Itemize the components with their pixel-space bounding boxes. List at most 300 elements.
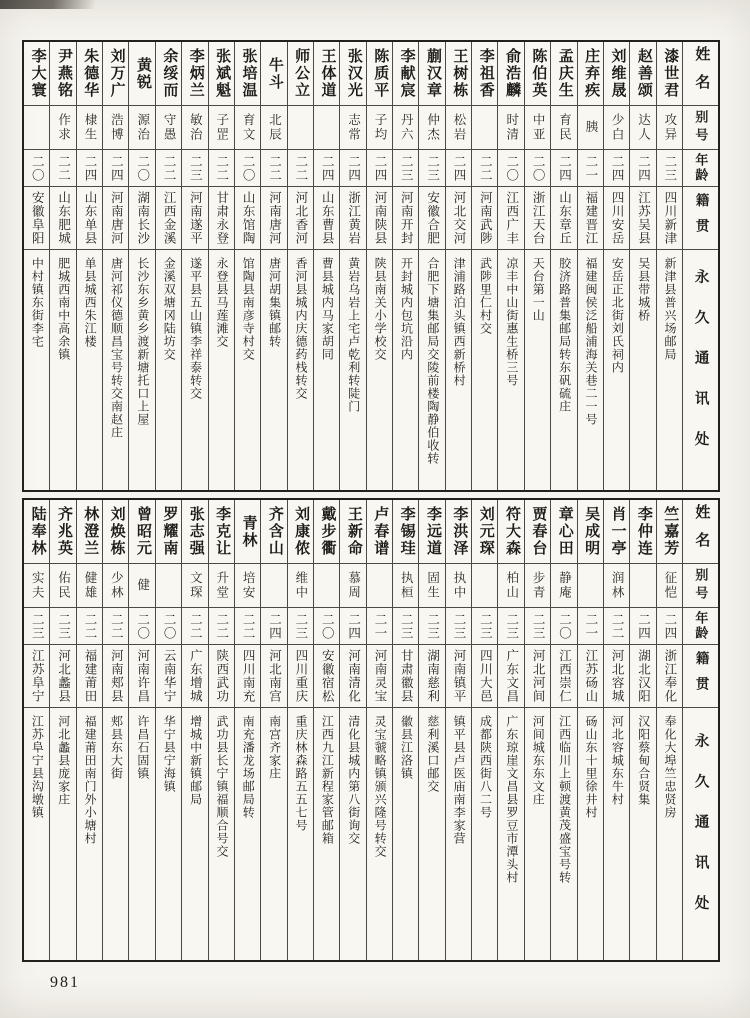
- entry-address: 香河县城内庆德药栈转交: [294, 257, 309, 400]
- entry-name: 朱德华: [77, 42, 102, 106]
- entry-origin: 湖南长沙: [129, 187, 154, 250]
- entry-origin: 江苏阜宁: [24, 645, 49, 708]
- entry-address: 徽县江洛镇: [399, 715, 414, 780]
- directory-entry-column: [155, 500, 181, 960]
- header-alias: 别号: [683, 106, 718, 150]
- directory-entry-column: [234, 500, 260, 960]
- entry-age: 二二: [209, 150, 234, 187]
- entry-origin: 河南陕县: [367, 187, 392, 250]
- directory-entry-column: [524, 500, 550, 960]
- entry-alias: 静庵: [551, 564, 576, 608]
- entry-name: 刘焕栋: [103, 500, 128, 564]
- entry-age: 二四: [657, 608, 682, 645]
- directory-entry-column: [24, 42, 49, 490]
- entry-address: 永登县马莲滩交: [214, 257, 229, 348]
- entry-address: 单县城西朱江楼: [83, 257, 98, 348]
- entry-name: 张汉光: [340, 42, 365, 106]
- entry-address: 清化县城内第八街询交: [346, 715, 361, 845]
- entry-origin: 江西崇仁: [551, 645, 576, 708]
- entry-address: 许昌石固镇: [135, 715, 150, 780]
- directory-entry-column: [603, 42, 629, 490]
- entry-name: 青林: [235, 500, 260, 564]
- entry-address: 馆陶县南彦寺村交: [241, 257, 256, 361]
- entry-name: 肖一亭: [604, 500, 629, 564]
- entry-address: 镇平县卢医庙南李家营: [452, 715, 467, 845]
- entry-alias: 征恺: [657, 564, 682, 608]
- entry-address: 成都陕西街八二号: [478, 715, 493, 819]
- entry-origin: 山东曹县: [314, 187, 339, 250]
- entry-alias: [578, 564, 603, 608]
- entry-address: 河北容城东牛村: [610, 715, 625, 806]
- header-address: 永久通讯处: [692, 268, 709, 472]
- entry-address: 曹县城内马家胡同: [320, 257, 335, 361]
- table-header-column: [682, 500, 718, 960]
- entry-address: 津浦路泊头镇西新桥村: [452, 257, 467, 387]
- entry-alias: 维中: [288, 564, 313, 608]
- entry-name: 吴成明: [578, 500, 603, 564]
- entry-address: 江西临川上顿渡黄茂盛宝号转: [557, 715, 572, 884]
- entry-age: 二二: [182, 608, 207, 645]
- entry-origin: 山东馆陶: [235, 187, 260, 250]
- entry-origin: 四川新津: [657, 187, 682, 250]
- entry-alias: 执中: [446, 564, 471, 608]
- entry-alias: 攻异: [657, 106, 682, 150]
- directory-entry-column: [313, 500, 339, 960]
- entry-age: 二三: [525, 608, 550, 645]
- directory-entry-column: [471, 42, 497, 490]
- entry-address: 天台第一山: [531, 257, 546, 322]
- entry-name: 师公立: [288, 42, 313, 106]
- directory-entry-column: [208, 42, 234, 490]
- directory-entry-column: [339, 42, 365, 490]
- header-origin: 籍贯: [683, 187, 718, 250]
- entry-name: 刘万广: [103, 42, 128, 106]
- entry-origin: 四川南充: [235, 645, 260, 708]
- entry-origin: 福建晋江: [578, 187, 603, 250]
- entry-address: 福建闽侯泛船浦海关巷二一号: [583, 257, 598, 426]
- entry-origin: 江西广丰: [498, 187, 523, 250]
- entry-origin: 四川重庆: [288, 645, 313, 708]
- directory-entry-column: [366, 42, 392, 490]
- entry-alias: [630, 564, 655, 608]
- entry-age: 二〇: [156, 608, 181, 645]
- entry-origin: 湖南慈利: [419, 645, 444, 708]
- entry-name: 李仲连: [630, 500, 655, 564]
- entry-alias: 棣生: [77, 106, 102, 150]
- entry-name: 贾春台: [525, 500, 550, 564]
- entry-alias: 丹六: [393, 106, 418, 150]
- entry-age: 二二: [261, 150, 286, 187]
- entry-name: 陈伯英: [525, 42, 550, 106]
- entry-age: 二四: [446, 150, 471, 187]
- entry-alias: 少白: [604, 106, 629, 150]
- entry-address: 广东琼崖文昌县罗豆市潭头村: [504, 715, 519, 884]
- entry-address: 唐河胡集镇邮转: [267, 257, 282, 348]
- entry-address: 遂平县五山镇李祥泰转交: [188, 257, 203, 400]
- directory-entry-column: [128, 500, 154, 960]
- entry-alias: 仲杰: [419, 106, 444, 150]
- entry-address: 肥城西南中高余镇: [56, 257, 71, 361]
- entry-origin: 河北交河: [446, 187, 471, 250]
- entry-age: 二二: [288, 150, 313, 187]
- entry-origin: 广东增城: [182, 645, 207, 708]
- entry-name: 蒯汉章: [419, 42, 444, 106]
- entry-name: 牛斗: [261, 42, 286, 106]
- entry-name: 章心田: [551, 500, 576, 564]
- entry-age: 二四: [103, 150, 128, 187]
- entry-origin: 陕西武功: [209, 645, 234, 708]
- directory-entry-column: [577, 500, 603, 960]
- directory-entry-column: [550, 42, 576, 490]
- entry-alias: 升堂: [209, 564, 234, 608]
- header-address: 永久通讯处: [692, 732, 709, 936]
- entry-alias: 实夫: [24, 564, 49, 608]
- entry-address: 郏县东大街: [109, 715, 124, 780]
- entry-age: 二三: [472, 608, 497, 645]
- entry-age: 二二: [156, 150, 181, 187]
- entry-origin: 山东单县: [77, 187, 102, 250]
- entry-alias: 润林: [604, 564, 629, 608]
- directory-entry-column: [550, 500, 576, 960]
- entry-age: 二二: [235, 608, 260, 645]
- entry-address: 武陟里仁村交: [478, 257, 493, 335]
- entry-alias: 达人: [630, 106, 655, 150]
- entry-name: 刘维晟: [604, 42, 629, 106]
- entry-alias: [156, 564, 181, 608]
- entry-alias: [288, 106, 313, 150]
- entry-alias: [24, 106, 49, 150]
- entry-name: 尹燕铭: [50, 42, 75, 106]
- entry-origin: 安徽合肥: [419, 187, 444, 250]
- entry-alias: 松岩: [446, 106, 471, 150]
- entry-age: 二三: [393, 608, 418, 645]
- directory-entry-column: [181, 500, 207, 960]
- entry-address: 汉阳蔡甸合贤集: [636, 715, 651, 806]
- entry-name: 刘康侬: [288, 500, 313, 564]
- entry-origin: 河北香河: [288, 187, 313, 250]
- entry-name: 黄锐: [129, 42, 154, 106]
- entry-origin: 福建莆田: [77, 645, 102, 708]
- entry-origin: 浙江奉化: [657, 645, 682, 708]
- entry-age: 二二: [209, 608, 234, 645]
- header-name: 姓名: [683, 42, 718, 106]
- directory-entry-column: [392, 42, 418, 490]
- directory-entry-column: [366, 500, 392, 960]
- entry-name: 刘元琛: [472, 500, 497, 564]
- entry-address: 奉化大埠竺忠贤房: [663, 715, 678, 819]
- entry-origin: 广东文昌: [498, 645, 523, 708]
- entry-name: 李献宸: [393, 42, 418, 106]
- entry-address: 灵宝虢略镇颁兴隆号转交: [373, 715, 388, 858]
- entry-age: 二三: [419, 150, 444, 187]
- entry-address: 陕县南关小学校交: [373, 257, 388, 361]
- entry-age: 二三: [393, 150, 418, 187]
- entry-alias: 浩博: [103, 106, 128, 150]
- directory-entry-column: [313, 42, 339, 490]
- entry-name: 孟庆生: [551, 42, 576, 106]
- directory-table-bottom: [22, 498, 720, 962]
- entry-age: 二〇: [129, 150, 154, 187]
- entry-age: 二三: [657, 150, 682, 187]
- directory-entry-column: [287, 500, 313, 960]
- directory-entry-column: [260, 42, 286, 490]
- entry-name: 王树栋: [446, 42, 471, 106]
- header-age: 年龄: [683, 608, 718, 645]
- directory-entry-column: [49, 500, 75, 960]
- entry-alias: 培安: [235, 564, 260, 608]
- entry-origin: 河南唐河: [261, 187, 286, 250]
- entry-alias: 北辰: [261, 106, 286, 150]
- entry-name: 陈质平: [367, 42, 392, 106]
- entry-alias: 固生: [419, 564, 444, 608]
- entry-age: 二〇: [129, 608, 154, 645]
- entry-name: 漆世君: [657, 42, 682, 106]
- entry-alias: 文琛: [182, 564, 207, 608]
- entry-name: 张志强: [182, 500, 207, 564]
- entry-alias: 健: [129, 564, 154, 608]
- directory-entry-column: [234, 42, 260, 490]
- entry-name: 李克让: [209, 500, 234, 564]
- entry-origin: 江苏吴县: [630, 187, 655, 250]
- entry-alias: [314, 106, 339, 150]
- directory-entry-column: [102, 42, 128, 490]
- entry-address: 江西九江新程家管邮箱: [320, 715, 335, 845]
- entry-name: 竺嘉芳: [657, 500, 682, 564]
- entry-alias: 源治: [129, 106, 154, 150]
- entry-age: 二〇: [498, 150, 523, 187]
- directory-entry-column: [287, 42, 313, 490]
- entry-age: 二一: [578, 150, 603, 187]
- entry-name: 俞浩麟: [498, 42, 523, 106]
- entry-address: 开封城内包坑沿内: [399, 257, 414, 361]
- entry-address: 江苏阜宁县沟墩镇: [30, 715, 45, 819]
- entry-name: 李大寰: [24, 42, 49, 106]
- entry-age: 二四: [604, 150, 629, 187]
- entry-age: 二二: [103, 608, 128, 645]
- entry-age: 二四: [630, 608, 655, 645]
- entry-alias: 时清: [498, 106, 523, 150]
- entry-origin: 河南郏县: [103, 645, 128, 708]
- header-age: 年龄: [683, 150, 718, 187]
- directory-entry-column: [76, 42, 102, 490]
- entry-address: 福建莆田南门外小塘村: [83, 715, 98, 845]
- entry-age: 二三: [182, 150, 207, 187]
- directory-entry-column: [24, 500, 49, 960]
- directory-entry-column: [418, 42, 444, 490]
- entry-age: 二四: [340, 150, 365, 187]
- entry-age: 二四: [367, 150, 392, 187]
- entry-address: 河间城东东文庄: [531, 715, 546, 806]
- directory-entry-column: [418, 500, 444, 960]
- entry-address: 合肥下塘集邮局交陵前楼陶静伯收转: [425, 257, 440, 465]
- entry-alias: [472, 564, 497, 608]
- entry-origin: 河北容城: [604, 645, 629, 708]
- entry-age: 二三: [498, 608, 523, 645]
- directory-entry-column: [260, 500, 286, 960]
- entry-address: 黄岩乌岩上宅卢乾利转陡门: [346, 257, 361, 413]
- directory-entry-column: [392, 500, 418, 960]
- directory-entry-column: [656, 42, 682, 490]
- entry-name: 庄弃疾: [578, 42, 603, 106]
- directory-entry-column: [49, 42, 75, 490]
- entry-origin: 江西金溪: [156, 187, 181, 250]
- entry-address: 南充潘龙场邮局转: [241, 715, 256, 819]
- entry-age: 二〇: [24, 150, 49, 187]
- entry-address: 河北蠡县庞家庄: [56, 715, 71, 806]
- entry-origin: 河南武陟: [472, 187, 497, 250]
- entry-origin: 甘肃徽县: [393, 645, 418, 708]
- entry-address: 重庆林森路五五七号: [294, 715, 309, 832]
- entry-origin: 湖北汉阳: [630, 645, 655, 708]
- directory-entry-column: [471, 500, 497, 960]
- entry-address: 华宁县宁海镇: [162, 715, 177, 793]
- entry-origin: 江苏砀山: [578, 645, 603, 708]
- entry-name: 李祖香: [472, 42, 497, 106]
- entry-name: 齐兆英: [50, 500, 75, 564]
- entry-origin: 河北河间: [525, 645, 550, 708]
- entry-name: 陆奉林: [24, 500, 49, 564]
- entry-age: 二一: [367, 608, 392, 645]
- directory-entry-column: [128, 42, 154, 490]
- entry-name: 王体道: [314, 42, 339, 106]
- entry-age: 二〇: [551, 608, 576, 645]
- entry-address: 新津县普兴场邮局: [663, 257, 678, 361]
- directory-entry-column: [656, 500, 682, 960]
- entry-age: 二四: [261, 608, 286, 645]
- entry-age: 二三: [50, 608, 75, 645]
- entry-alias: 慕周: [340, 564, 365, 608]
- entry-origin: 河北蠡县: [50, 645, 75, 708]
- entry-alias: 敏治: [182, 106, 207, 150]
- entry-address: 金溪双塘冈陆坊交: [162, 257, 177, 361]
- entry-name: 符大森: [498, 500, 523, 564]
- header-alias: 别号: [683, 564, 718, 608]
- entry-origin: 云南华宁: [156, 645, 181, 708]
- entry-alias: 胰: [578, 106, 603, 150]
- entry-origin: 四川大邑: [472, 645, 497, 708]
- entry-age: 二三: [446, 608, 471, 645]
- directory-entry-column: [497, 42, 523, 490]
- directory-entry-column: [445, 500, 471, 960]
- entry-address: 增城中新镇邮局: [188, 715, 203, 806]
- entry-origin: 浙江天台: [525, 187, 550, 250]
- entry-name: 林澄兰: [77, 500, 102, 564]
- entry-name: 赵善颂: [630, 42, 655, 106]
- entry-address: 南宫齐家庄: [267, 715, 282, 780]
- entry-alias: 育文: [235, 106, 260, 150]
- directory-table-top: [22, 40, 720, 492]
- page-number: 981: [50, 974, 80, 991]
- entry-origin: 安徽宿松: [314, 645, 339, 708]
- entry-age: 二二: [50, 150, 75, 187]
- scan-corner-artifact: [0, 0, 95, 9]
- header-name: 姓名: [683, 500, 718, 564]
- entry-alias: 柏山: [498, 564, 523, 608]
- entry-address: 中村镇东街李宅: [30, 257, 45, 348]
- entry-origin: 山东肥城: [50, 187, 75, 250]
- entry-age: 二一: [578, 608, 603, 645]
- entry-alias: 佑民: [50, 564, 75, 608]
- entry-address: 武功县长宁镇福顺合号交: [214, 715, 229, 858]
- entry-name: 齐含山: [261, 500, 286, 564]
- directory-entry-column: [577, 42, 603, 490]
- entry-age: 二四: [630, 150, 655, 187]
- entry-name: 罗耀南: [156, 500, 181, 564]
- directory-entry-column: [603, 500, 629, 960]
- entry-alias: 育民: [551, 106, 576, 150]
- entry-name: 余绥而: [156, 42, 181, 106]
- entry-address: 吴县带城桥: [636, 257, 651, 322]
- entry-alias: 步青: [525, 564, 550, 608]
- entry-age: 二三: [24, 608, 49, 645]
- entry-address: 安岳正北街刘氏祠内: [610, 257, 625, 374]
- entry-alias: 守愚: [156, 106, 181, 150]
- entry-age: 二四: [77, 150, 102, 187]
- entry-alias: [261, 564, 286, 608]
- entry-origin: 河南清化: [340, 645, 365, 708]
- entry-age: 二〇: [314, 608, 339, 645]
- entry-alias: [314, 564, 339, 608]
- entry-origin: 四川安岳: [604, 187, 629, 250]
- directory-entry-column: [629, 500, 655, 960]
- entry-age: 二二: [604, 608, 629, 645]
- entry-address: 慈利溪口邮交: [425, 715, 440, 793]
- entry-name: 戴步衢: [314, 500, 339, 564]
- entry-name: 李炳兰: [182, 42, 207, 106]
- entry-name: 李洪泽: [446, 500, 471, 564]
- entry-alias: 中亚: [525, 106, 550, 150]
- entry-name: 王新命: [340, 500, 365, 564]
- entry-age: 二三: [288, 608, 313, 645]
- entry-name: 李锡珪: [393, 500, 418, 564]
- entry-age: 二四: [314, 150, 339, 187]
- entry-address: 砀山东十里徐井村: [583, 715, 598, 819]
- directory-entry-column: [76, 500, 102, 960]
- entry-origin: 甘肃永登: [209, 187, 234, 250]
- directory-entry-column: [181, 42, 207, 490]
- entry-alias: 志常: [340, 106, 365, 150]
- entry-name: 张培温: [235, 42, 260, 106]
- entry-name: 张斌魁: [209, 42, 234, 106]
- entry-age: 二〇: [525, 150, 550, 187]
- entry-address: 胶济路普集邮局转东矾硫庄: [557, 257, 572, 413]
- entry-origin: 河南镇平: [446, 645, 471, 708]
- entry-alias: [472, 106, 497, 150]
- entry-alias: 作求: [50, 106, 75, 150]
- directory-entry-column: [339, 500, 365, 960]
- entry-age: 二四: [340, 608, 365, 645]
- entry-alias: 执桓: [393, 564, 418, 608]
- entry-alias: 子罡: [209, 106, 234, 150]
- entry-origin: 安徽阜阳: [24, 187, 49, 250]
- entry-address: 长沙东乡黄乡渡新塘托口上屋: [135, 257, 150, 426]
- entry-origin: 河北南宫: [261, 645, 286, 708]
- entry-age: 二二: [472, 150, 497, 187]
- entry-origin: 浙江黄岩: [340, 187, 365, 250]
- entry-name: 卢春谱: [367, 500, 392, 564]
- directory-entry-column: [102, 500, 128, 960]
- entry-age: 二二: [77, 608, 102, 645]
- entry-age: 二三: [419, 608, 444, 645]
- header-origin: 籍贯: [683, 645, 718, 708]
- directory-entry-column: [497, 500, 523, 960]
- entry-origin: 河南遂平: [182, 187, 207, 250]
- entry-address: 唐河祁仪德顺昌宝号转交南赵庄: [109, 257, 124, 439]
- entry-origin: 河南许昌: [129, 645, 154, 708]
- table-header-column: [682, 42, 718, 490]
- entry-name: 曾昭元: [129, 500, 154, 564]
- entry-origin: 河南灵宝: [367, 645, 392, 708]
